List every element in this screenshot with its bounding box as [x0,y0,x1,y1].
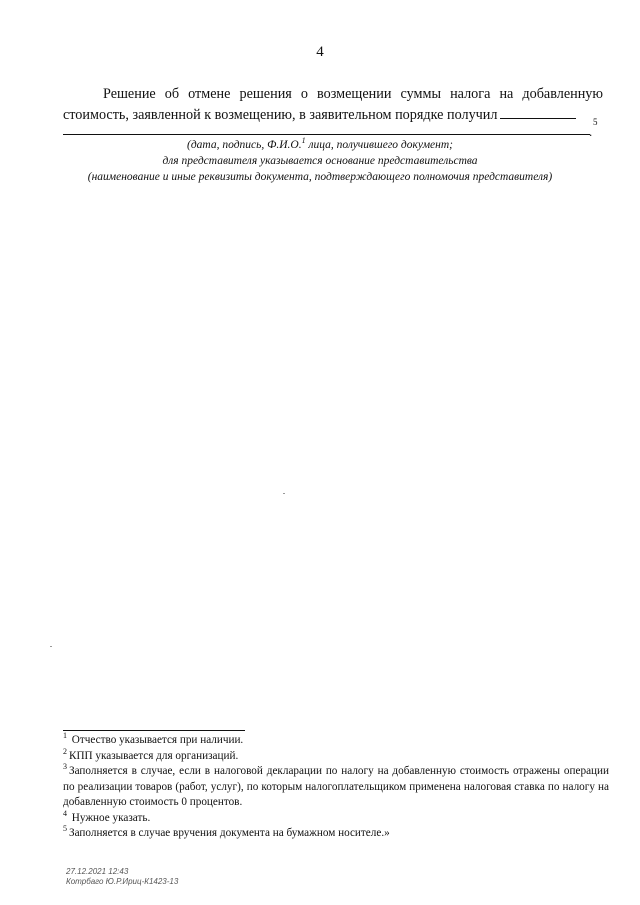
signature-end-mark: . [589,124,593,139]
caption-footnote-ref-1: 1 [301,136,306,146]
footnote-1-text: Отчество указывается при наличии. [71,734,244,746]
footnotes [63,733,609,842]
main-text-line-2-text: стоимость, заявленной к возмещению, в заявительном порядке получил [63,107,498,123]
signature-caption [40,137,600,185]
footnote-4 [63,808,609,827]
footnote-2 [63,746,609,765]
footnote-4-mark: 4 [63,808,67,818]
page-number: 4 [316,44,324,60]
print-stamp-author: Котрбаго Ю.Р.Ириц-К1423-13 [66,877,179,886]
footnote-5-mark: 5 [63,824,67,834]
caption-line-1-b: лица, получившего документ; [305,139,453,151]
signature-line [63,134,590,135]
main-text [63,84,603,126]
footnote-2-mark: 2 [63,746,67,756]
footnote-separator [63,730,245,731]
footnote-2-text: КПП указывается для организаций. [69,749,239,762]
scan-speck [50,646,52,647]
footnote-4-text: Нужное указать. [71,811,151,824]
caption-line-1-a: (дата, подпись, Ф.И.О. [187,139,302,151]
footnote-3-mark: 3 [63,762,67,772]
footnote-1-mark: 1 [63,731,67,741]
footnote-3-text: Заполняется в случае, если в налоговой декларации по налогу на добавленную стоимость отражены операции по реализации товаров (работ, услуг), по которым налогоплательщиком применена налоговая ставка по налогу на добавленную стоимость 0 процентов. [63,765,609,808]
scan-speck [283,493,285,494]
print-stamp [66,867,178,887]
footnote-5 [63,826,609,842]
blank-field-short [500,106,576,119]
caption-line-1 [40,137,600,153]
main-text-line-1: Решение об отмене решения о возмещении суммы налога на добавленную [103,86,603,102]
caption-line-2: для представителя указывается основание представительства [162,155,478,167]
footnote-5-text: Заполняется в случае вручения документа на бумажном носителе.» [69,827,390,839]
caption-line-3: (наименование и иные реквизиты документа, подтверждающего полномочия представителя) [87,171,553,183]
footnote-3 [63,764,609,811]
main-text-line-2 [63,105,603,126]
print-stamp-date: 27.12.2021 12:43 [66,867,129,876]
footnote-ref-5: 5 [593,117,598,127]
footnote-1 [63,733,609,749]
